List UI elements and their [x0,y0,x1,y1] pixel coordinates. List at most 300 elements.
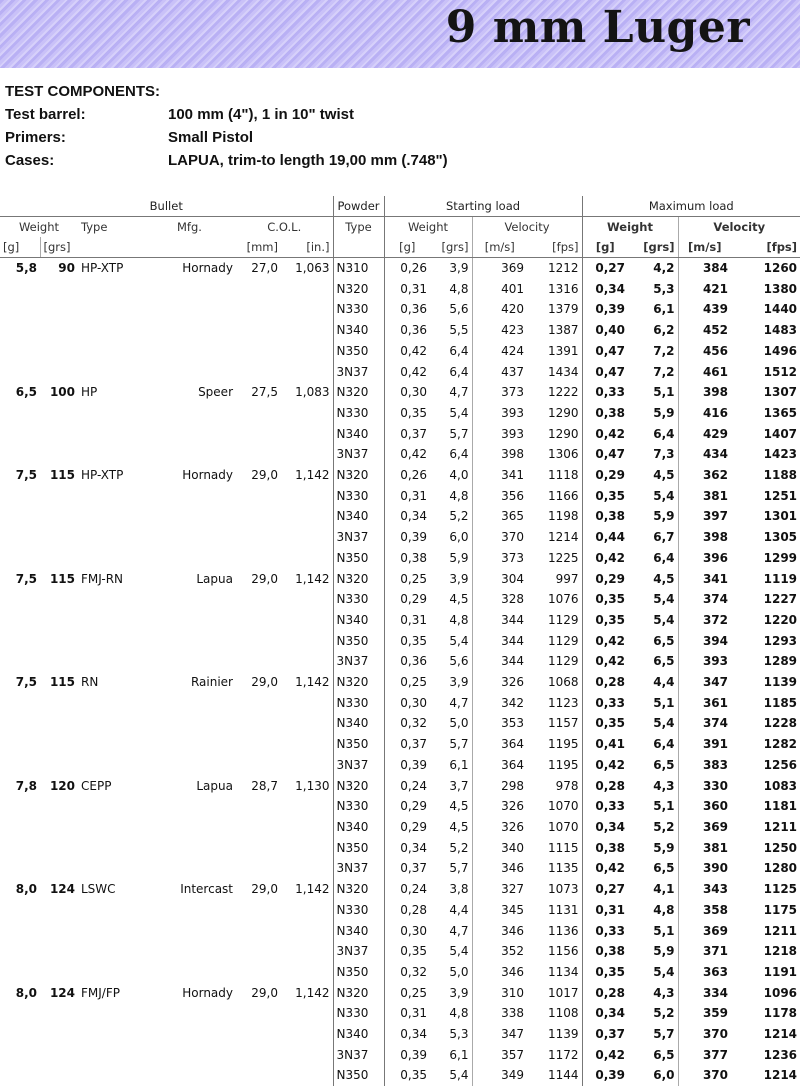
cell-bullet-weight-grs [40,1024,78,1045]
cell-start-weight-g: 0,42 [384,362,430,383]
unit-max-fps: [fps] [731,237,800,258]
cell-start-velocity-ms: 424 [472,341,527,362]
cell-bullet-weight-g [0,589,40,610]
cell-max-velocity-fps: 1305 [763,530,798,545]
cell-bullet-weight-grs [40,631,78,652]
cell-col-in [281,941,333,962]
cell-start-weight-grs: 5,4 [449,633,469,648]
cell-max-velocity-ms: 370 [678,1065,731,1086]
cell-bullet-mfg: Hornady [182,261,233,275]
cell-max-velocity-ms: 371 [678,941,731,962]
cell-bullet-weight-grs [40,651,78,672]
col-start-velocity: Velocity [472,217,582,238]
cell-bullet-mfg [174,713,236,734]
cell-max-weight-g: 0,28 [582,776,628,797]
table-row [0,817,800,838]
cell-start-velocity-fps: 1108 [547,1006,579,1021]
cell-bullet-mfg [174,486,236,507]
cell-max-velocity-fps: 1211 [763,923,798,938]
test-components [5,80,448,172]
cell-start-velocity-ms: 342 [472,693,527,714]
cell-start-velocity-ms: 370 [472,527,527,548]
cell-col-in [281,548,333,569]
test-label: Cases: [5,152,55,169]
cell-start-weight-grs: 6,4 [449,447,469,462]
cell-start-velocity-ms: 401 [472,279,527,300]
cell-bullet-weight-grs [40,610,78,631]
cell-powder-type: N330 [333,693,384,714]
cell-col-mm: 28,7 [251,778,278,793]
cell-max-weight-grs: 5,4 [653,592,675,607]
cell-max-velocity-ms: 421 [678,279,731,300]
cell-max-weight-g: 0,47 [582,362,628,383]
cell-max-weight-g: 0,35 [582,962,628,983]
cell-start-velocity-ms: 393 [472,403,527,424]
cell-max-weight-grs: 4,8 [653,902,675,917]
cell-start-weight-grs: 5,5 [449,323,469,338]
cell-bullet-weight-g [0,424,40,445]
cell-start-weight-g: 0,35 [384,941,430,962]
cell-start-velocity-fps: 1198 [547,509,579,524]
cell-col-in [281,320,333,341]
cell-max-weight-g: 0,34 [582,817,628,838]
cell-start-weight-grs: 3,8 [449,882,469,897]
cell-max-velocity-fps: 1282 [763,737,798,752]
cell-col-mm: 29,0 [251,882,278,897]
cell-bullet-weight-grs [40,858,78,879]
cell-start-weight-g: 0,39 [384,1045,430,1066]
cell-start-weight-g: 0,37 [384,734,430,755]
cell-powder-type: N330 [333,796,384,817]
cell-max-weight-grs: 4,4 [653,675,675,690]
cell-col-in [281,1065,333,1086]
cell-col-mm [236,1003,281,1024]
cell-powder-type: 3N37 [333,651,384,672]
cell-bullet-weight-g [0,651,40,672]
cell-start-weight-grs: 4,5 [449,799,469,814]
unit-g: [g] [0,237,40,258]
cell-start-velocity-ms: 340 [472,838,527,859]
cell-start-velocity-fps: 1131 [547,902,579,917]
cell-col-mm [236,921,281,942]
cell-max-velocity-fps: 1301 [763,509,798,524]
cell-bullet-weight-grs [40,486,78,507]
table-row [0,734,800,755]
table-row [0,279,800,300]
cell-start-weight-grs: 6,0 [449,530,469,545]
cell-bullet-type [78,279,174,300]
cell-start-velocity-fps: 1195 [547,757,579,772]
cell-bullet-mfg [174,734,236,755]
cell-start-velocity-fps: 1123 [547,695,579,710]
test-label: Test barrel: [5,106,86,123]
cell-bullet-weight-grs [40,921,78,942]
cell-col-in [281,962,333,983]
table-row [0,486,800,507]
cell-max-weight-grs: 5,9 [653,509,675,524]
cell-max-velocity-ms: 456 [678,341,731,362]
cell-bullet-mfg: Speer [198,385,233,400]
cell-bullet-mfg [174,962,236,983]
cell-start-velocity-fps: 1017 [547,985,579,1000]
cell-max-velocity-fps: 1214 [763,1027,798,1042]
cell-col-mm [236,734,281,755]
cell-max-weight-g: 0,34 [582,279,628,300]
cell-max-velocity-ms: 341 [678,569,731,590]
cell-bullet-mfg [174,1065,236,1086]
cell-start-weight-g: 0,26 [384,465,430,486]
cell-col-in [281,486,333,507]
table-row [0,962,800,983]
cell-powder-type: N350 [333,631,384,652]
cell-start-velocity-fps: 1225 [547,550,579,565]
cell-max-weight-g: 0,28 [582,672,628,693]
cell-bullet-weight-g [0,734,40,755]
cell-start-velocity-ms: 326 [472,672,527,693]
cell-start-weight-grs: 5,4 [449,944,469,959]
cell-start-velocity-fps: 1135 [547,861,579,876]
cell-start-weight-g: 0,36 [384,299,430,320]
cell-start-velocity-ms: 304 [472,569,527,590]
col-col: C.O.L. [267,220,302,234]
test-row-primers [5,126,448,149]
cell-powder-type: 3N37 [333,362,384,383]
cell-max-weight-grs: 4,2 [653,261,675,275]
cell-bullet-weight-g: 8,0 [15,882,37,897]
table-row [0,382,800,403]
cell-powder-type: N340 [333,817,384,838]
cell-max-weight-grs: 6,4 [653,550,675,565]
col-bullet-weight: Weight [18,220,60,234]
table-row [0,755,800,776]
cell-bullet-type [78,734,174,755]
table-row [0,651,800,672]
cell-powder-type: N330 [333,486,384,507]
cell-start-velocity-fps: 1115 [547,840,579,855]
cell-max-velocity-ms: 439 [678,299,731,320]
table-row [0,796,800,817]
cell-max-velocity-fps: 1423 [763,447,798,462]
cell-start-velocity-ms: 345 [472,900,527,921]
cell-bullet-weight-g [0,1065,40,1086]
table-body [0,258,800,1086]
cell-max-weight-g: 0,47 [582,444,628,465]
cell-start-velocity-ms: 298 [472,776,527,797]
cell-start-velocity-fps: 1316 [547,281,579,296]
cell-max-velocity-ms: 343 [678,879,731,900]
table-row [0,465,800,486]
cell-max-velocity-ms: 434 [678,444,731,465]
cell-bullet-mfg [174,817,236,838]
table-row [0,299,800,320]
cell-bullet-mfg [174,341,236,362]
cell-start-weight-grs: 4,8 [449,1006,469,1021]
cell-start-velocity-fps: 1306 [547,447,579,462]
cell-max-velocity-fps: 1307 [763,385,798,400]
table-row [0,320,800,341]
cell-bullet-type: FMJ/FP [81,985,120,1000]
cell-start-velocity-ms: 398 [472,444,527,465]
table-row [0,1065,800,1086]
cell-bullet-weight-grs: 100 [49,385,75,400]
cell-start-weight-g: 0,29 [384,589,430,610]
cell-start-velocity-ms: 364 [472,734,527,755]
cell-bullet-type [78,486,174,507]
cell-powder-type: N330 [333,299,384,320]
cell-start-weight-g: 0,32 [384,962,430,983]
cell-col-mm [236,279,281,300]
table-row [0,1003,800,1024]
cell-col-in: 1,142 [295,571,330,586]
cell-col-mm [236,486,281,507]
cell-col-in [281,610,333,631]
cell-col-mm [236,713,281,734]
cell-start-velocity-ms: 373 [472,548,527,569]
cell-bullet-weight-grs [40,1065,78,1086]
cell-max-velocity-ms: 416 [678,403,731,424]
cell-max-velocity-fps: 1483 [763,323,798,338]
cell-max-weight-g: 0,40 [582,320,628,341]
cell-bullet-mfg [174,548,236,569]
cell-start-weight-grs: 5,4 [449,405,469,420]
table-row [0,1045,800,1066]
cell-start-weight-grs: 5,9 [449,550,469,565]
cell-start-weight-grs: 5,0 [449,716,469,731]
cell-bullet-weight-grs [40,527,78,548]
cell-bullet-weight-grs [40,362,78,383]
cell-bullet-weight-grs [40,444,78,465]
table-row [0,527,800,548]
cell-max-weight-g: 0,27 [582,879,628,900]
cell-start-weight-grs: 6,1 [449,1047,469,1062]
cell-powder-type: N330 [333,900,384,921]
cell-bullet-type [78,362,174,383]
cell-col-in [281,1003,333,1024]
col-powder-type: Type [333,217,384,238]
cell-start-velocity-fps: 1212 [547,261,579,275]
table-row [0,610,800,631]
cell-start-velocity-fps: 1387 [547,323,579,338]
cell-bullet-type [78,858,174,879]
cell-start-velocity-fps: 1290 [547,426,579,441]
cell-max-velocity-ms: 330 [678,776,731,797]
cell-bullet-type [78,755,174,776]
cell-bullet-mfg [174,424,236,445]
cell-max-velocity-ms: 391 [678,734,731,755]
table-row [0,879,800,900]
cell-max-weight-g: 0,34 [582,1003,628,1024]
cell-max-velocity-ms: 362 [678,465,731,486]
cell-bullet-type [78,838,174,859]
unit-in: [in.] [281,237,333,258]
cell-bullet-type: FMJ-RN [81,571,124,586]
cell-powder-type: N320 [333,279,384,300]
cell-start-weight-g: 0,38 [384,548,430,569]
cell-start-weight-grs: 4,8 [449,281,469,296]
cell-bullet-weight-g: 6,5 [15,385,37,400]
cell-bullet-type: HP [81,385,98,400]
table-row [0,403,800,424]
cell-bullet-weight-g [0,817,40,838]
cell-max-velocity-fps: 1280 [763,861,798,876]
cell-col-mm: 29,0 [251,468,278,483]
table-row [0,631,800,652]
cell-max-weight-grs: 4,3 [653,778,675,793]
cell-col-in [281,755,333,776]
cell-max-velocity-ms: 461 [678,362,731,383]
table-row [0,941,800,962]
cell-col-in [281,921,333,942]
table-row [0,444,800,465]
test-value: Small Pistol [168,129,254,146]
cell-bullet-mfg [174,527,236,548]
group-bullet: Bullet [0,196,333,217]
cell-col-in [281,506,333,527]
cell-max-weight-g: 0,33 [582,796,628,817]
cell-powder-type: N340 [333,424,384,445]
cell-bullet-mfg [174,610,236,631]
cell-powder-type: 3N37 [333,755,384,776]
cell-start-velocity-fps: 1144 [547,1068,579,1083]
cell-start-velocity-ms: 420 [472,299,527,320]
cell-bullet-type [78,921,174,942]
cell-bullet-weight-grs: 115 [49,675,75,690]
cell-bullet-type [78,444,174,465]
cell-start-velocity-fps: 978 [555,778,579,793]
cell-powder-type: N320 [333,465,384,486]
cell-bullet-weight-grs [40,755,78,776]
unit-blank [78,237,174,258]
cell-max-velocity-ms: 390 [678,858,731,879]
cell-start-velocity-fps: 1139 [547,1027,579,1042]
cell-max-velocity-fps: 1365 [763,405,798,420]
cell-start-weight-grs: 4,0 [449,468,469,483]
cell-bullet-weight-grs [40,817,78,838]
cell-powder-type: N340 [333,506,384,527]
cell-col-in [281,589,333,610]
cell-max-velocity-ms: 452 [678,320,731,341]
cell-start-velocity-ms: 326 [472,817,527,838]
cell-bullet-weight-grs [40,1045,78,1066]
cell-start-weight-grs: 5,6 [449,302,469,317]
cell-max-weight-g: 0,29 [582,569,628,590]
cell-bullet-mfg [174,1024,236,1045]
cell-bullet-mfg: Lapua [196,778,233,793]
cell-powder-type: N350 [333,548,384,569]
cell-powder-type: N330 [333,403,384,424]
unit-start-fps: [fps] [527,237,582,258]
cell-max-velocity-fps: 1299 [763,550,798,565]
cell-max-weight-g: 0,38 [582,506,628,527]
page-title: 9 mm Luger [445,2,750,53]
cell-bullet-weight-g [0,610,40,631]
cell-powder-type: N340 [333,320,384,341]
cell-max-velocity-fps: 1228 [763,716,798,731]
cell-start-velocity-ms: 344 [472,651,527,672]
cell-col-mm [236,941,281,962]
cell-col-in: 1,142 [295,468,330,483]
cell-start-weight-grs: 3,9 [449,985,469,1000]
cell-max-weight-grs: 6,1 [653,302,675,317]
cell-start-weight-grs: 4,8 [449,488,469,503]
cell-start-weight-grs: 4,7 [449,695,469,710]
cell-start-weight-g: 0,32 [384,713,430,734]
cell-powder-type: N320 [333,382,384,403]
cell-start-weight-g: 0,24 [384,879,430,900]
unit-blank [333,237,384,258]
cell-bullet-weight-g [0,693,40,714]
table-row [0,548,800,569]
cell-bullet-weight-grs [40,341,78,362]
cell-max-weight-grs: 5,1 [653,385,675,400]
cell-powder-type: N350 [333,341,384,362]
test-label: Primers: [5,129,66,146]
cell-bullet-weight-g [0,900,40,921]
cell-powder-type: 3N37 [333,941,384,962]
cell-max-velocity-fps: 1139 [763,675,798,690]
cell-max-weight-grs: 5,4 [653,488,675,503]
cell-max-velocity-ms: 384 [678,258,731,279]
cell-max-weight-g: 0,35 [582,713,628,734]
cell-max-weight-g: 0,47 [582,341,628,362]
cell-start-weight-grs: 4,5 [449,592,469,607]
cell-start-weight-grs: 5,4 [449,1068,469,1083]
cell-start-weight-g: 0,31 [384,610,430,631]
cell-max-velocity-ms: 398 [678,382,731,403]
cell-bullet-mfg [174,362,236,383]
cell-bullet-type: HP-XTP [81,468,124,483]
cell-bullet-weight-grs [40,962,78,983]
cell-max-velocity-ms: 393 [678,651,731,672]
cell-max-velocity-ms: 334 [678,983,731,1004]
cell-max-weight-g: 0,39 [582,299,628,320]
cell-start-weight-grs: 4,4 [449,902,469,917]
cell-max-velocity-ms: 359 [678,1003,731,1024]
cell-start-velocity-ms: 423 [472,320,527,341]
cell-bullet-weight-g [0,403,40,424]
cell-bullet-weight-grs [40,1003,78,1024]
cell-bullet-type [78,299,174,320]
cell-start-weight-grs: 5,2 [449,509,469,524]
cell-start-weight-grs: 4,8 [449,612,469,627]
cell-start-weight-g: 0,35 [384,403,430,424]
cell-start-velocity-ms: 357 [472,1045,527,1066]
cell-start-velocity-fps: 1172 [547,1047,579,1062]
cell-start-velocity-fps: 997 [555,571,579,586]
cell-max-velocity-ms: 361 [678,693,731,714]
cell-powder-type: N320 [333,776,384,797]
table-row [0,424,800,445]
cell-max-velocity-ms: 360 [678,796,731,817]
cell-start-velocity-fps: 1129 [547,612,579,627]
cell-bullet-weight-grs [40,403,78,424]
cell-bullet-type [78,548,174,569]
cell-bullet-mfg [174,403,236,424]
cell-powder-type: N320 [333,672,384,693]
cell-start-velocity-fps: 1070 [547,819,579,834]
cell-bullet-weight-g [0,299,40,320]
cell-max-weight-g: 0,33 [582,693,628,714]
cell-start-weight-grs: 4,7 [449,385,469,400]
cell-max-velocity-fps: 1175 [763,902,798,917]
cell-col-mm [236,796,281,817]
cell-max-velocity-ms: 429 [678,424,731,445]
unit-grs: [grs] [40,237,78,258]
cell-start-weight-grs: 5,0 [449,964,469,979]
cell-start-weight-g: 0,25 [384,983,430,1004]
cell-powder-type: N350 [333,962,384,983]
cell-max-velocity-ms: 381 [678,486,731,507]
